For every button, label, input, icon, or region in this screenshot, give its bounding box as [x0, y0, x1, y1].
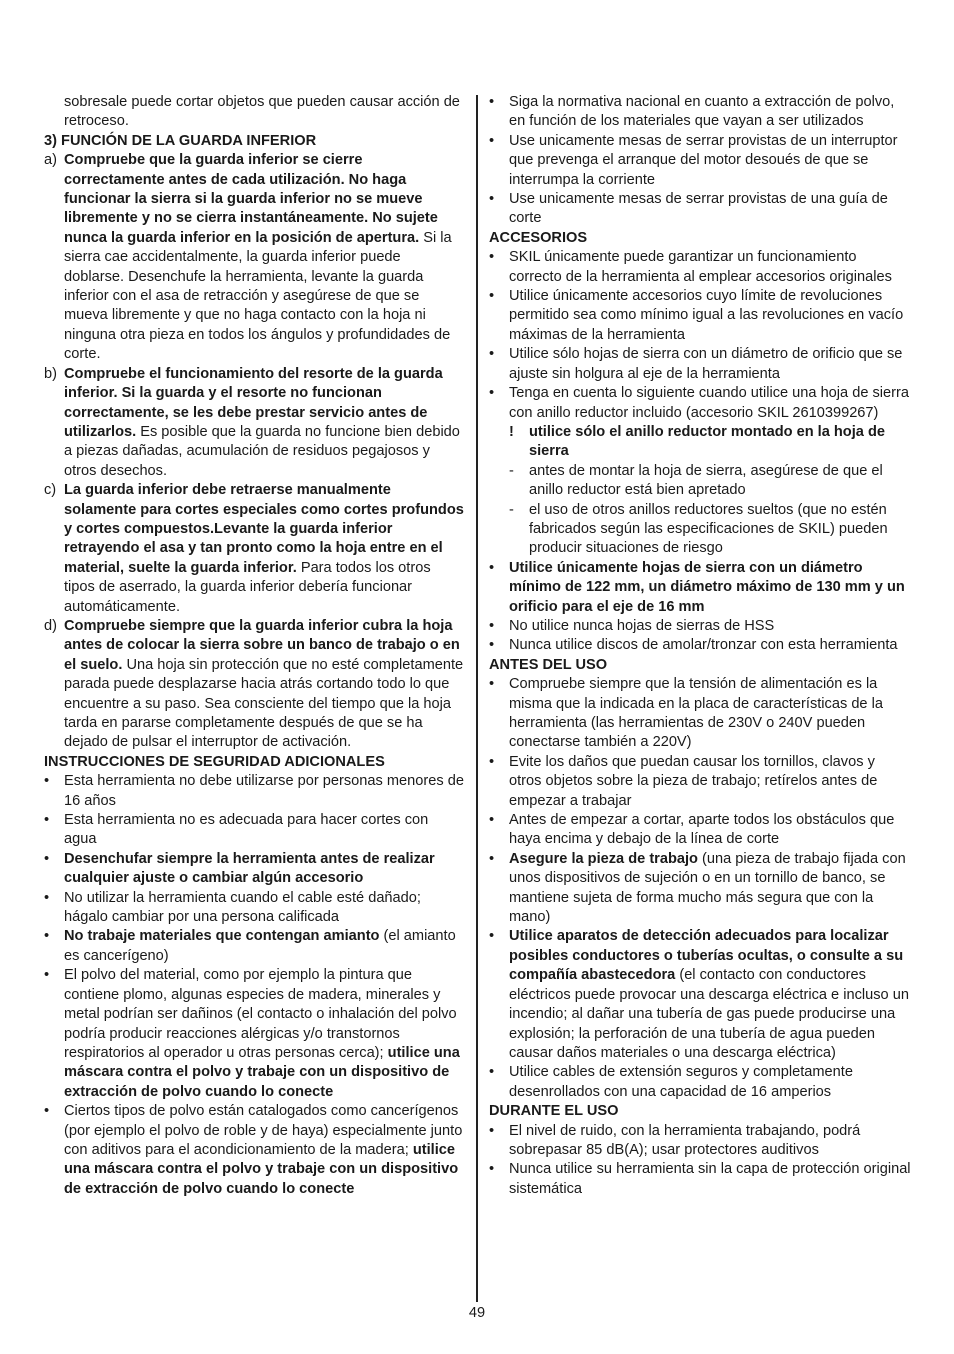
bullet-bold-text: Asegure la pieza de trabajo [509, 850, 698, 867]
bullet-text: No utilizar la herramienta cuando el cable esté dañado; hágalo cambiar por una persona calificada [64, 889, 421, 926]
bullet-bold-text: No trabaje materiales que contengan amianto [64, 928, 380, 945]
continued-paragraph: sobresale puede cortar objetos que pueden causar acción de retroceso. [64, 94, 460, 130]
lower-guard-item-b [44, 365, 464, 481]
accessory-bullet [489, 617, 911, 636]
bullet-icon: • [44, 850, 50, 867]
bullet-icon: • [489, 94, 495, 110]
before-use-bullet [489, 1063, 911, 1102]
bullet-bold-text: Desenchufar siempre la herramienta antes de realizar cualquier ajuste o cambiar algún accesorio [64, 850, 435, 887]
bullet-icon: • [489, 617, 495, 634]
lower-guard-item-a [44, 151, 464, 364]
item-text: Si la sierra cae accidentalmente, la guarda inferior puede doblarse. Desenchufe la herramienta, levante la guarda inferior con el asa de retracción y asegúrese de que se mueva libremente y que no haga contacto con la hoja ni ninguna otra pieza en todos los ángulos y profundidades de corte. [64, 229, 452, 363]
bullet-text: Esta herramienta no debe utilizarse por personas menores de 16 años [64, 773, 464, 809]
lower-guard-item-d [44, 617, 464, 753]
bullet-bold-text: utilice una máscara contra el polvo y trabaje con un dispositivo de extracción de polvo cuando lo conecte [64, 1044, 460, 1100]
bullet-text: Use unicamente mesas de serrar provistas de un interruptor que prevenga el arranque del motor desoués de que se interrumpa la corriente [509, 132, 898, 188]
accessory-bullet [489, 248, 911, 287]
bullet-icon: • [489, 288, 495, 305]
right-column [489, 93, 911, 1199]
lower-guard-item-c [44, 481, 464, 617]
bullet-text: SKIL únicamente puede garantizar un funcionamiento correcto de la herramienta al emplear accesorios originales [509, 249, 892, 285]
item-marker: a) [44, 152, 57, 169]
item-bold-text: Compruebe que la guarda inferior se cierre correctamente antes de cada utilización. No haga funcionar la sierra si la guarda inferior no se mueve libremente y no se cierra instantáneamente. No sujete nunca la guarda inferior en la posición de apertura. [64, 152, 438, 246]
bullet-icon: • [489, 385, 495, 402]
bullet-text: Siga la normativa nacional en cuanto a extracción de polvo, en función de los materiales que vayan a ser utilizados [509, 94, 895, 130]
bullet-bold-text: Utilice aparatos de detección adecuados para localizar posibles conductores o tuberías ocultas, o consulte a su compañía abastecedora [509, 928, 904, 984]
accessory-bullet [489, 384, 911, 423]
accessory-bullet [489, 287, 911, 345]
dash-marker: - [509, 462, 514, 479]
bullet-text: Nunca utilice su herramienta sin la capa de protección original sistemática [509, 1161, 911, 1197]
safety-bullet [44, 1102, 464, 1199]
bullet-icon: • [489, 637, 495, 654]
column-divider [476, 95, 478, 1302]
safety-bullet [44, 927, 464, 966]
bullet-icon: • [489, 850, 495, 867]
accessory-bullet [489, 636, 911, 655]
before-use-bullet [489, 850, 911, 928]
bullet-bold-text: utilice una máscara contra el polvo y trabaje con un dispositivo de extracción de polvo cuando lo conecte [64, 1141, 459, 1197]
left-column [44, 93, 464, 1199]
bullet-text: No utilice nunca hojas de sierras de HSS [509, 617, 775, 634]
bullet-text: Utilice cables de extensión seguros y completamente desenrollados con una capacidad de 16 amperios [509, 1064, 853, 1100]
bullet-text: El nivel de ruido, con la herramienta trabajando, podrá sobrepasar 85 dB(A); usar protectores auditivos [509, 1122, 861, 1158]
bullet-text: Evite los daños que puedan causar los tornillos, clavos y otros objetos sobre la pieza de trabajo; retírelos antes de empezar a trabajar [509, 753, 878, 809]
bullet-icon: • [489, 249, 495, 266]
section-heading-during-use: DURANTE EL USO [489, 1103, 619, 1120]
subitem-text: antes de montar la hoja de sierra, asegúrese de que el anillo reductor está bien apretado [529, 462, 883, 499]
bullet-icon: • [44, 967, 50, 984]
section-heading-accessories: ACCESORIOS [489, 229, 588, 246]
subitem-text: el uso de otros anillos reductores sueltos (que no estén fabricados según las especificaciones de SKIL) pueden producir situaciones de riesgo [529, 501, 888, 557]
during-use-bullet [489, 1122, 911, 1161]
section-heading-additional-safety: INSTRUCCIONES DE SEGURIDAD ADICIONALES [44, 753, 385, 770]
before-use-bullet [489, 811, 911, 850]
bullet-icon: • [489, 559, 495, 576]
warning-exclamation-icon: ! [509, 423, 514, 440]
before-use-bullet [489, 753, 911, 811]
item-marker: c) [44, 482, 57, 499]
accessory-bullet [489, 345, 911, 384]
bullet-icon: • [44, 812, 50, 829]
bullet-icon: • [489, 812, 495, 829]
accessory-bullet [489, 559, 911, 617]
safety-bullet [44, 772, 464, 811]
bullet-icon: • [44, 928, 50, 945]
bullet-icon: • [44, 773, 50, 790]
bullet-text: Use unicamente mesas de serrar provistas de una guía de corte [509, 191, 888, 227]
item-text: Para todos los otros tipos de aserrado, la guarda inferior debería funcionar automáticamente. [64, 559, 431, 615]
item-text: Una hoja sin protección que no esté completamente parada puede desplazarse hacia atrás cortando todo lo que encuentre a su paso. Sea consciente del tiempo que la hoja tarda en pararse completamente después de que se ha dejado de pulsar el interruptor de activación. [64, 656, 464, 751]
bullet-text: El polvo del material, como por ejemplo la pintura que contiene plomo, algunas especies de madera, minerales y metal podrían ser dañinos (el contacto o inhalación del polvo podría producir reacciones alérgicas y/o transtornos respiratorios al operador u otras personas cerca); [64, 967, 457, 1061]
bullet-text: Antes de empezar a cortar, aparte todos los obstáculos que haya encima y debajo de la línea de corte [509, 812, 895, 848]
safety-bullet [44, 811, 464, 850]
during-use-bullet [489, 1160, 911, 1199]
bullet-icon: • [489, 928, 495, 945]
bullet-icon: • [489, 1161, 495, 1178]
bullet-text: Nunca utilice discos de amolar/tronzar con esta herramienta [509, 637, 898, 654]
page-number: 49 [468, 1305, 486, 1321]
bullet-text: (una pieza de trabajo fijada con unos dispositivos de sujeción o en un tornillo de banco, se mantiene sujeta de forma mucho más segura que con la mano) [509, 850, 906, 926]
bullet-text: Compruebe siempre que la tensión de alimentación es la misma que la indicada en la placa de características de la herramienta (las herramientas de 230V o 240V pueden conectarse también a 220V) [509, 676, 883, 751]
item-bold-text: La guarda inferior debe retraerse manualmente solamente para cortes especiales como cortes profundos y cortes compuestos.Levante la guarda inferior retrayendo el asa y tan pronto como la hoja entre en el material, suelte la guarda inferior. [64, 482, 464, 576]
bullet-bold-text: Utilice únicamente hojas de sierra con un diámetro mínimo de 122 mm, un diámetro máximo de 130 mm y un orificio para el eje de 16 mm [509, 559, 905, 615]
safety-bullet [489, 132, 911, 190]
bullet-text: Tenga en cuenta lo siguiente cuando utilice una hoja de sierra con anillo reductor incluido (accesorio SKIL 2610399267) [509, 385, 909, 421]
before-use-bullet [489, 927, 911, 1063]
bullet-icon: • [489, 346, 495, 363]
bullet-text: Utilice únicamente accesorios cuyo límite de revoluciones permitido sea como mínimo igual a las revoluciones en vacío máximas de la herramienta [509, 288, 904, 343]
bullet-icon: • [44, 889, 50, 906]
bullet-icon: • [489, 753, 495, 770]
item-bold-text: Compruebe el funcionamiento del resorte de la guarda inferior. Si la guarda y el resorte no funcionan correctamente, se les debe prestar servicio antes de utilizarlos. [64, 365, 443, 440]
safety-bullet [44, 889, 464, 928]
bullet-text: Ciertos tipos de polvo están catalogados como cancerígenos (por ejemplo el polvo de roble y de haya) especialmente junto con aditivos para el acondicionamiento de la madera; [64, 1103, 463, 1158]
accessory-subitem [489, 501, 911, 559]
safety-bullet [44, 966, 464, 1102]
bullet-icon: • [489, 1064, 495, 1081]
item-bold-text: Compruebe siempre que la guarda inferior cubra la hoja antes de colocar la sierra sobre un banco de trabajo o en el suelo. [64, 617, 460, 673]
subitem-bold-text: utilice sólo el anillo reductor montado en la hoja de sierra [529, 423, 885, 460]
bullet-icon: • [489, 1122, 495, 1139]
bullet-icon: • [489, 191, 495, 208]
bullet-text: Utilice sólo hojas de sierra con un diámetro de orificio que se ajuste sin holgura al eje de la herramienta [509, 346, 903, 382]
item-text: Es posible que la guarda no funcione bien debido a piezas dañadas, acumulación de residuos pegajosos y otros desechos. [64, 423, 460, 479]
bullet-icon: • [489, 132, 495, 149]
item-marker: d) [44, 617, 57, 634]
section-heading-lower-guard: 3) FUNCIÓN DE LA GUARDA INFERIOR [44, 132, 317, 149]
bullet-icon: • [489, 676, 495, 693]
item-marker: b) [44, 365, 57, 382]
accessory-subitem [489, 423, 911, 462]
bullet-text: Esta herramienta no es adecuada para hacer cortes con agua [64, 812, 429, 848]
dash-marker: - [509, 501, 514, 518]
accessory-subitem [489, 462, 911, 501]
section-heading-before-use: ANTES DEL USO [489, 656, 608, 673]
before-use-bullet [489, 675, 911, 753]
bullet-text: (el contacto con conductores eléctricos puede provocar una descarga eléctrica e incluso un incendio; al dañar una tubería de gas puede producirse una explosión; la perforación de una tubería de agua pueden causar daños materiales o una descarga eléctrica) [509, 967, 909, 1061]
safety-bullet [489, 93, 911, 132]
safety-bullet [44, 850, 464, 889]
bullet-text: (el amianto es cancerígeno) [64, 928, 456, 964]
bullet-icon: • [44, 1103, 50, 1120]
safety-bullet [489, 190, 911, 229]
